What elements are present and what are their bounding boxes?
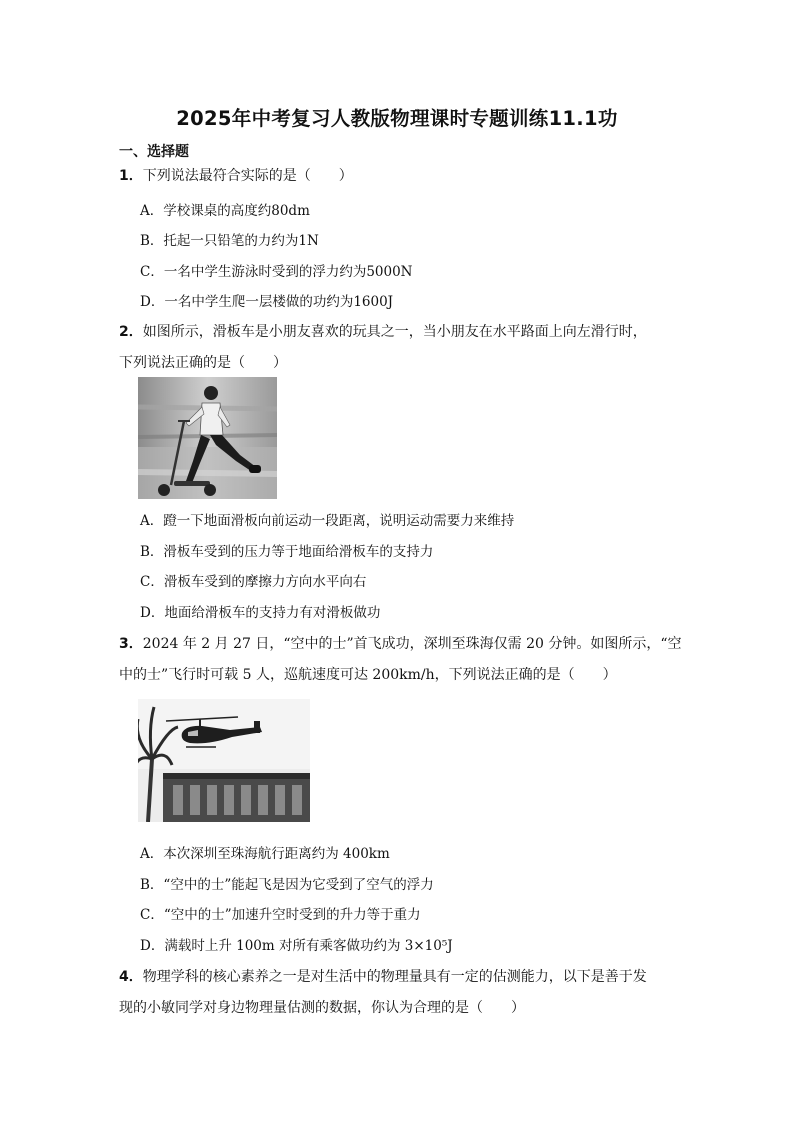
scooter-photo bbox=[138, 377, 277, 499]
question-2-option-d: D．地面给滑板车的支持力有对滑板做功 bbox=[140, 605, 381, 621]
question-stem: 如图所示，滑板车是小朋友喜欢的玩具之一，当小朋友在水平路面上向左滑行时， bbox=[142, 324, 647, 340]
question-number: 3． bbox=[119, 636, 143, 652]
question-stem: 物理学科的核心素养之一是对生活中的物理量具有一定的估测能力，以下是善于发 bbox=[142, 969, 647, 985]
question-1-option-a: A．学校课桌的高度约80dm bbox=[140, 203, 310, 219]
question-4-text bbox=[119, 966, 647, 986]
question-number: 2． bbox=[119, 324, 143, 340]
page-title: 2025年中考复习人教版物理课时专题训练11.1功 bbox=[176, 107, 618, 130]
question-1-option-d: D．一名中学生爬一层楼做的功约为1600J bbox=[140, 294, 394, 310]
question-1-option-b: B．托起一只铅笔的力约为1N bbox=[140, 233, 319, 249]
question-1-option-c: C．一名中学生游泳时受到的浮力约为5000N bbox=[140, 264, 413, 280]
question-2-text bbox=[119, 321, 647, 341]
question-1-text bbox=[119, 165, 353, 185]
question-number: 1． bbox=[119, 168, 143, 184]
question-3-option-b: B．“空中的士”能起飞是因为它受到了空气的浮力 bbox=[140, 877, 434, 893]
question-3-option-a: A．本次深圳至珠海航行距离约为 400km bbox=[140, 846, 390, 862]
question-2-option-c: C．滑板车受到的摩擦力方向水平向右 bbox=[140, 574, 367, 590]
question-number: 4． bbox=[119, 969, 143, 985]
question-3-option-d: D．满载时上升 100m 对所有乘客做功约为 3×10⁵J bbox=[140, 938, 453, 954]
scooter-photo-graphic bbox=[138, 377, 277, 499]
helicopter-photo bbox=[138, 699, 310, 822]
question-2-option-b: B．滑板车受到的压力等于地面给滑板车的支持力 bbox=[140, 544, 434, 560]
question-3-text bbox=[119, 633, 682, 653]
question-2-text-line-2: 下列说法正确的是（ ） bbox=[119, 355, 287, 371]
question-2-option-a: A．蹬一下地面滑板向前运动一段距离，说明运动需要力来维持 bbox=[140, 513, 515, 529]
question-3-text-line-2: 中的士”飞行时可载 5 人，巡航速度可达 200km/h，下列说法正确的是（ ） bbox=[119, 667, 617, 683]
section-heading: 一、选择题 bbox=[119, 144, 189, 160]
question-stem: 2024 年 2 月 27 日，“空中的士”首飞成功，深圳至珠海仅需 20 分钟。如图所示，“空 bbox=[142, 636, 682, 652]
question-3-option-c: C．“空中的士”加速升空时受到的升力等于重力 bbox=[140, 907, 421, 923]
question-4-text-line-2: 现的小敏同学对身边物理量估测的数据，你认为合理的是（ ） bbox=[119, 1000, 525, 1016]
helicopter-photo-graphic bbox=[138, 699, 310, 822]
question-stem: 下列说法最符合实际的是（ ） bbox=[142, 168, 353, 184]
